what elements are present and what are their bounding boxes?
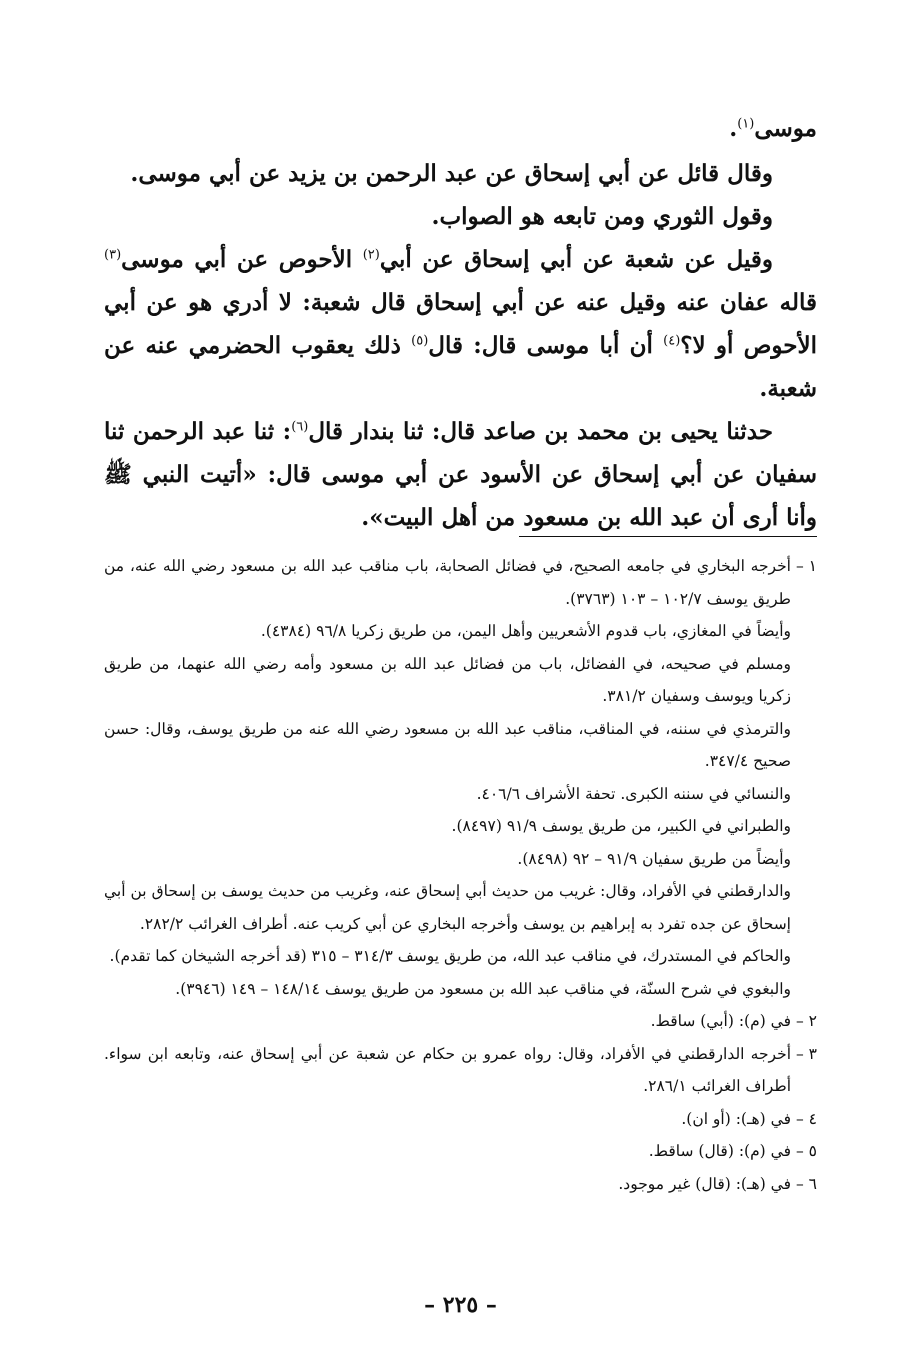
text-segment: قاله عفان عنه وقيل عنه عن أبي إسحاق قال شعبة: لا أدري هو عن أبي الأحوص أو لا؟ [104, 289, 818, 359]
text-segment: . [729, 115, 738, 142]
footnote-number: ١ – [795, 557, 817, 575]
footnote-1-line: والدارقطني في الأفراد، وقال: غريب من حديث أبي إسحاق عنه، وغريب من حديث يوسف بن إسحاق بن أبي إسحاق عن جده تفرد به إبراهيم بن يوسف وأخرجه البخاري عن أبي كريب عنه. أطراف الغرائب ٢٨٢/٢. [104, 882, 791, 933]
page-number: – ٢٢٥ – [424, 1292, 497, 1318]
footnote-ref[interactable]: (٥) [411, 333, 429, 349]
footnote-2 [104, 1005, 817, 1038]
footnote-text: في (م): (أبي) ساقط. [650, 1012, 791, 1030]
footnote-3 [104, 1038, 817, 1103]
footnote-number: ٣ – [795, 1044, 817, 1063]
footnote-text: في (م): (قال) ساقط. [648, 1142, 791, 1160]
text-segment: موسى [754, 115, 817, 142]
footnote-separator [519, 536, 817, 537]
footnote-number: ٥ – [795, 1142, 817, 1160]
text-segment: : ثنا عبد الرحمن ثنا سفيان عن أبي إسحاق عن الأسود عن أبي موسى قال: «أتيت النبي ﷺ وأنا أرى أن عبد الله بن مسعود من أهل البيت». [104, 418, 817, 531]
text-segment: ذلك يعقوب الحضرمي عنه عن شعبة. [104, 332, 817, 402]
footnote-text: في (هـ): (قال) غير موجود. [618, 1174, 791, 1193]
paragraph: وقال قائل عن أبي إسحاق عن عبد الرحمن بن يزيد عن أبي موسى. [130, 160, 773, 187]
footnote-1-line: والطبراني في الكبير، من طريق يوسف ٩١/٩ (٨٤٩٧). [451, 817, 791, 835]
footnote-text: أخرجه البخاري في جامعه الصحيح، في فضائل الصحابة، باب مناقب عبد الله بن مسعود رضي الله عنه، من طريق يوسف ١٠٢/٧ – ١٠٣ (٣٧٦٣). [104, 557, 791, 608]
main-text [104, 106, 817, 539]
footnote-number: ٢ – [795, 1012, 817, 1030]
footnote-ref[interactable]: (٣) [104, 247, 122, 263]
footnote-1 [104, 550, 817, 615]
footnote-text: في (هـ): (أو ان). [681, 1109, 791, 1128]
footnote-1-line: وأيضاً في المغازي، باب قدوم الأشعريين وأهل اليمن، من طريق زكريا ٩٦/٨ (٤٣٨٤). [260, 622, 791, 640]
footnote-number: ٦ – [795, 1174, 817, 1193]
text-segment: أن أبا موسى قال: قال [428, 332, 664, 359]
footnote-ref[interactable]: (١) [737, 116, 755, 132]
footnotes [104, 550, 817, 1200]
text-segment: حدثنا يحيى بن محمد بن صاعد قال: ثنا بندار قال [308, 418, 773, 445]
paragraph: وقول الثوري ومن تابعه هو الصواب. [431, 203, 773, 230]
text-segment: وقيل عن شعبة عن أبي إسحاق عن أبي [379, 246, 773, 273]
footnote-ref[interactable]: (٦) [291, 419, 309, 435]
footnote-ref[interactable]: (٤) [663, 333, 681, 349]
footnote-1-line: والترمذي في سننه، في المناقب، مناقب عبد الله بن مسعود رضي الله عنه من طريق يوسف، وقال: حسن صحيح ٣٤٧/٤. [104, 719, 791, 770]
footnote-5 [104, 1135, 817, 1168]
footnote-1-line: ومسلم في صحيحه، في الفضائل، باب من فضائل عبد الله بن مسعود وأمه رضي الله عنهما، من طريق زكريا ويوسف وسفيان ٣٨١/٢. [104, 654, 791, 705]
paragraph [104, 410, 817, 539]
footnote-1-line: والنسائي في سننه الكبرى. تحفة الأشراف ٤٠٦/٦. [476, 784, 791, 803]
footnote-ref[interactable]: (٢) [362, 247, 380, 263]
footnote-1-line: والحاكم في المستدرك، في مناقب عبد الله، من طريق يوسف ٣١٤/٣ – ٣١٥ (قد أخرجه الشيخان كما تقدم). [109, 947, 791, 965]
footnote-6 [104, 1168, 817, 1201]
footnote-number: ٤ – [795, 1109, 817, 1128]
paragraph [104, 238, 817, 410]
paragraph-continuation [104, 106, 817, 152]
footnote-4 [104, 1103, 817, 1136]
footnote-text: أخرجه الدارقطني في الأفراد، وقال: رواه عمرو بن حكام عن شعبة عن أبي إسحاق عنه، وتابعه ابن سواء. أطراف الغرائب ٢٨٦/١. [104, 1044, 791, 1095]
footnote-1-line: وأيضاً من طريق سفيان ٩١/٩ – ٩٢ (٨٤٩٨). [517, 849, 791, 868]
footnote-1-line: والبغوي في شرح السنّة، في مناقب عبد الله بن مسعود من طريق يوسف ١٤٨/١٤ – ١٤٩ (٣٩٤٦). [175, 979, 791, 998]
text-segment: الأحوص عن أبي موسى [121, 246, 363, 273]
